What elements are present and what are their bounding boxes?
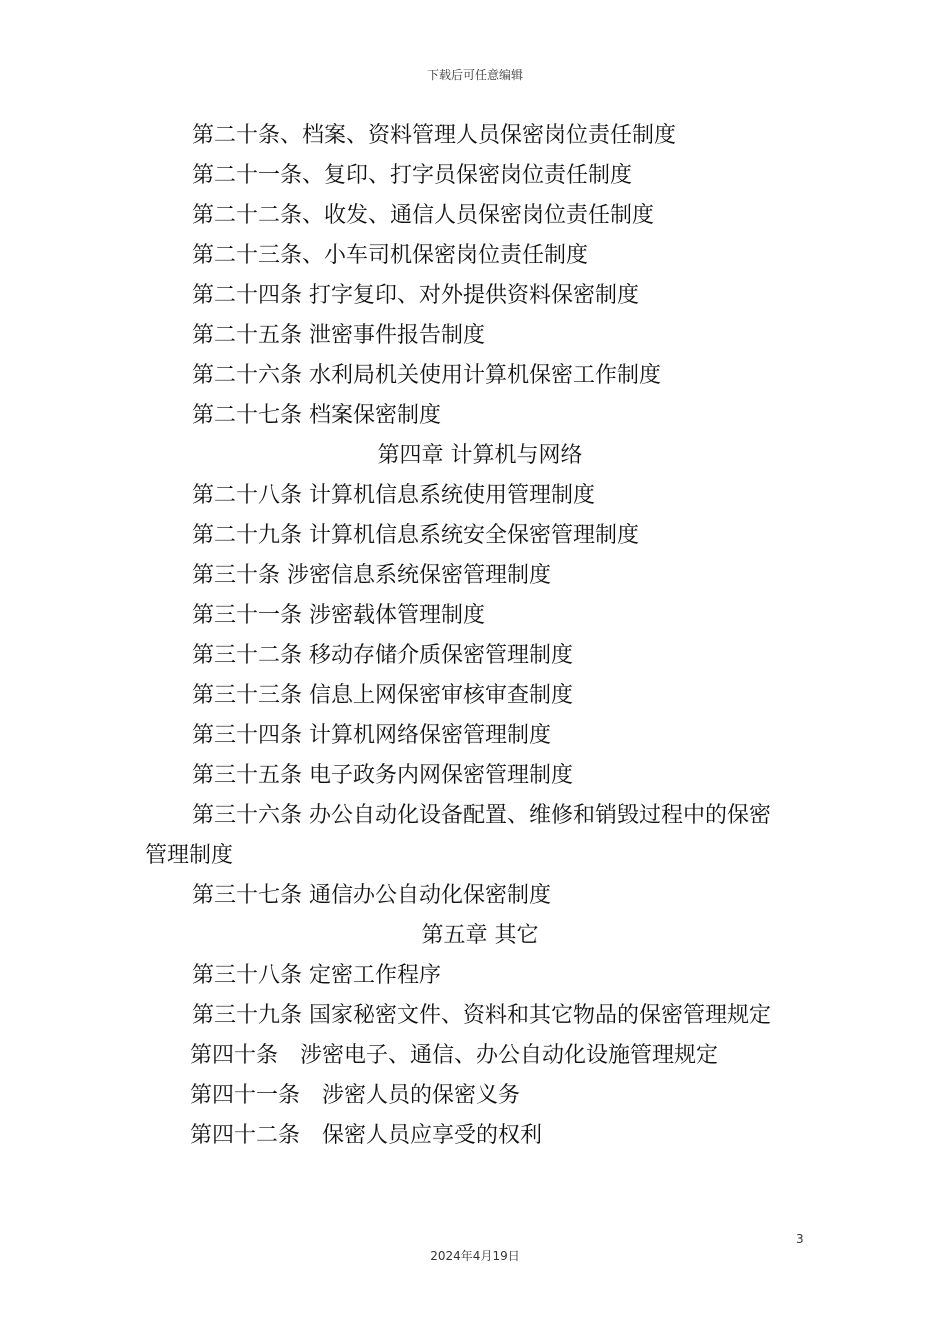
article-24: 第二十四条 打字复印、对外提供资料保密制度 <box>192 283 639 308</box>
article-21: 第二十一条、复印、打字员保密岗位责任制度 <box>192 163 633 188</box>
article-37: 第三十七条 通信办公自动化保密制度 <box>192 883 551 908</box>
page-number: 3 <box>796 1232 804 1246</box>
article-32: 第三十二条 移动存储介质保密管理制度 <box>192 643 573 668</box>
chapter-5-heading: 第五章 其它 <box>421 923 539 948</box>
article-29: 第二十九条 计算机信息系统安全保密管理制度 <box>192 523 639 548</box>
article-35: 第三十五条 电子政务内网保密管理制度 <box>192 763 573 788</box>
article-28: 第二十八条 计算机信息系统使用管理制度 <box>192 483 595 508</box>
article-39: 第三十九条 国家秘密文件、资料和其它物品的保密管理规定 <box>192 1003 771 1028</box>
article-27: 第二十七条 档案保密制度 <box>192 403 441 428</box>
document-body <box>145 116 815 1156</box>
article-26: 第二十六条 水利局机关使用计算机保密工作制度 <box>192 363 661 388</box>
article-25: 第二十五条 泄密事件报告制度 <box>192 323 485 348</box>
article-22: 第二十二条、收发、通信人员保密岗位责任制度 <box>192 203 655 228</box>
article-31: 第三十一条 涉密载体管理制度 <box>192 603 485 628</box>
article-33: 第三十三条 信息上网保密审核审查制度 <box>192 683 573 708</box>
article-23: 第二十三条、小车司机保密岗位责任制度 <box>192 243 589 268</box>
article-30: 第三十条 涉密信息系统保密管理制度 <box>192 563 551 588</box>
article-20: 第二十条、档案、资料管理人员保密岗位责任制度 <box>192 123 677 148</box>
chapter-4-heading: 第四章 计算机与网络 <box>377 443 583 468</box>
article-34: 第三十四条 计算机网络保密管理制度 <box>192 723 551 748</box>
article-36: 第三十六条 办公自动化设备配置、维修和销毁过程中的保密 <box>192 803 771 828</box>
page-header: 下载后可任意编辑 <box>426 68 523 82</box>
article-40: 第四十条 涉密电子、通信、办公自动化设施管理规定 <box>190 1043 719 1068</box>
article-41: 第四十一条 涉密人员的保密义务 <box>190 1083 521 1108</box>
article-38: 第三十八条 定密工作程序 <box>192 963 441 988</box>
article-36-continuation: 管理制度 <box>145 843 234 868</box>
article-42: 第四十二条 保密人员应享受的权利 <box>190 1123 543 1148</box>
page-footer-date: 2024年4月19日 <box>430 1249 520 1263</box>
